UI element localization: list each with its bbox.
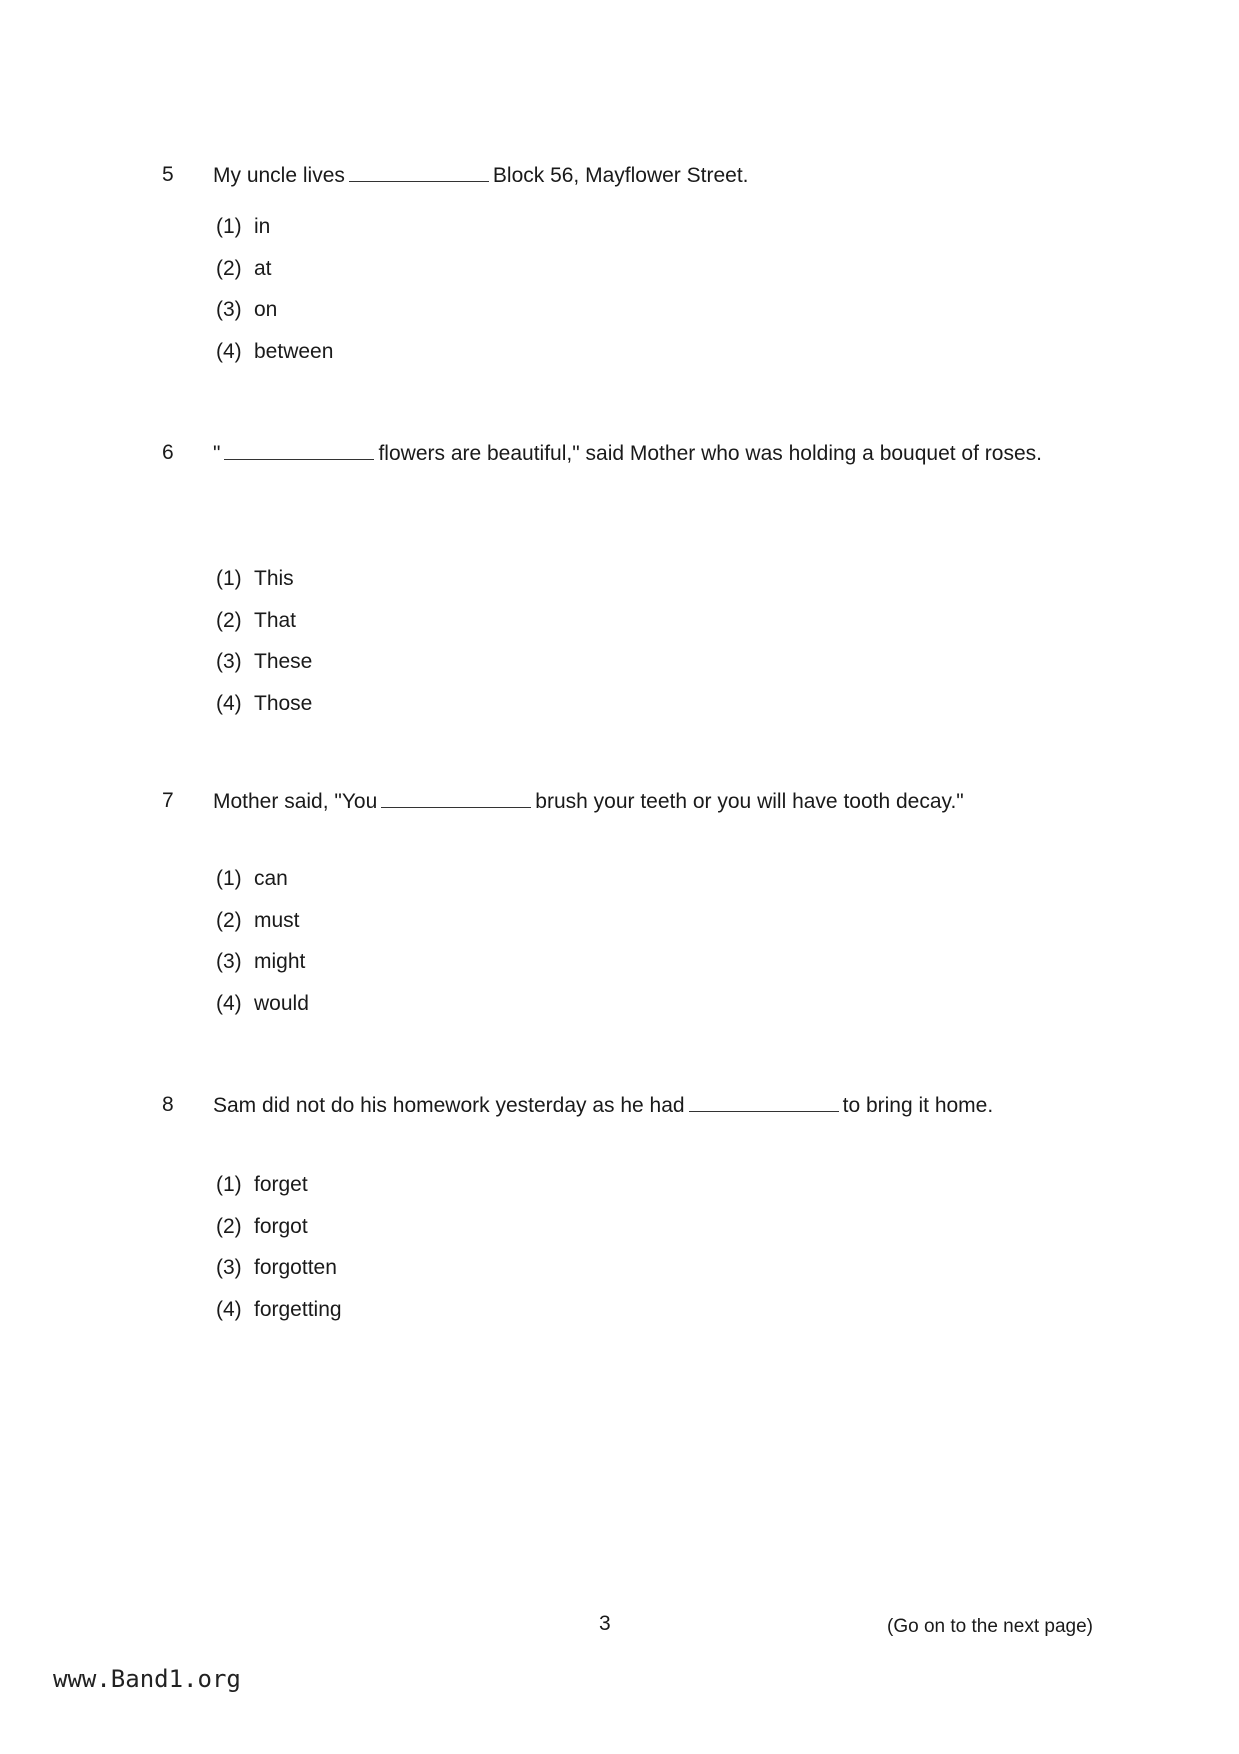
options-list [216,1170,342,1336]
question-text-after: Block 56, Mayflower Street. [492,164,749,187]
option-3 [216,947,309,989]
option-2 [216,906,309,948]
option-text: between [254,339,334,363]
option-number: (4) [216,1297,242,1321]
answer-blank [381,789,531,808]
options-list [216,212,333,378]
option-4 [216,337,333,379]
question-text [213,433,1113,474]
option-number: (4) [216,691,242,715]
option-number: (1) [216,567,242,590]
option-1 [216,564,312,606]
question-text-before: Sam did not do his homework yesterday as he had [213,1094,685,1117]
answer-blank [224,441,374,460]
question-text [213,1085,1113,1126]
option-text: forget [254,1173,308,1196]
option-2 [216,1212,342,1254]
page-number: 3 [599,1612,611,1635]
question-number: 5 [162,163,174,186]
option-4 [216,989,309,1031]
option-number: (2) [216,908,242,932]
question-text-before: Mother said, "You [213,790,378,813]
question-text [213,781,1113,822]
option-number: (3) [216,950,242,973]
option-3 [216,647,312,689]
option-number: (1) [216,215,242,238]
option-4 [216,689,312,731]
option-number: (1) [216,867,242,890]
answer-blank [349,163,489,182]
option-3 [216,295,333,337]
question-text-after: brush your teeth or you will have tooth decay." [535,790,964,813]
option-1 [216,864,309,906]
option-text: can [254,867,288,890]
question-text-after: to bring it home. [842,1094,994,1117]
question-number: 8 [162,1093,174,1116]
question-number: 6 [162,441,174,464]
next-page-note: (Go on to the next page) [887,1616,1093,1637]
option-number: (4) [216,339,242,363]
options-list [216,564,312,730]
question-text [213,155,1113,196]
question-text-after: flowers are beautiful," said Mother who was holding a bouquet of roses. [378,442,1042,465]
option-1 [216,212,333,254]
option-number: (2) [216,256,242,280]
option-text: These [254,650,313,673]
option-text: forgot [254,1214,308,1238]
option-number: (1) [216,1173,242,1196]
option-text: forgotten [254,1256,337,1279]
option-text: That [254,608,297,632]
option-text: at [254,256,272,280]
option-text: in [254,215,271,238]
option-text: might [254,950,306,973]
option-3 [216,1253,342,1295]
option-2 [216,606,312,648]
question-number: 7 [162,789,174,812]
option-text: on [254,298,278,321]
option-number: (3) [216,650,242,673]
footer-url: www.Band1.org [53,1665,241,1693]
option-text: Those [254,691,313,715]
option-text: would [254,991,309,1015]
option-number: (3) [216,298,242,321]
option-4 [216,1295,342,1337]
question-text-before: " [213,442,221,465]
option-number: (2) [216,1214,242,1238]
option-text: forgetting [254,1297,342,1321]
option-text: must [254,908,300,932]
question-text-before: My uncle lives [213,164,345,187]
option-number: (4) [216,991,242,1015]
option-number: (3) [216,1256,242,1279]
option-text: This [254,567,294,590]
option-1 [216,1170,342,1212]
option-2 [216,254,333,296]
options-list [216,864,309,1030]
option-number: (2) [216,608,242,632]
answer-blank [689,1093,839,1112]
